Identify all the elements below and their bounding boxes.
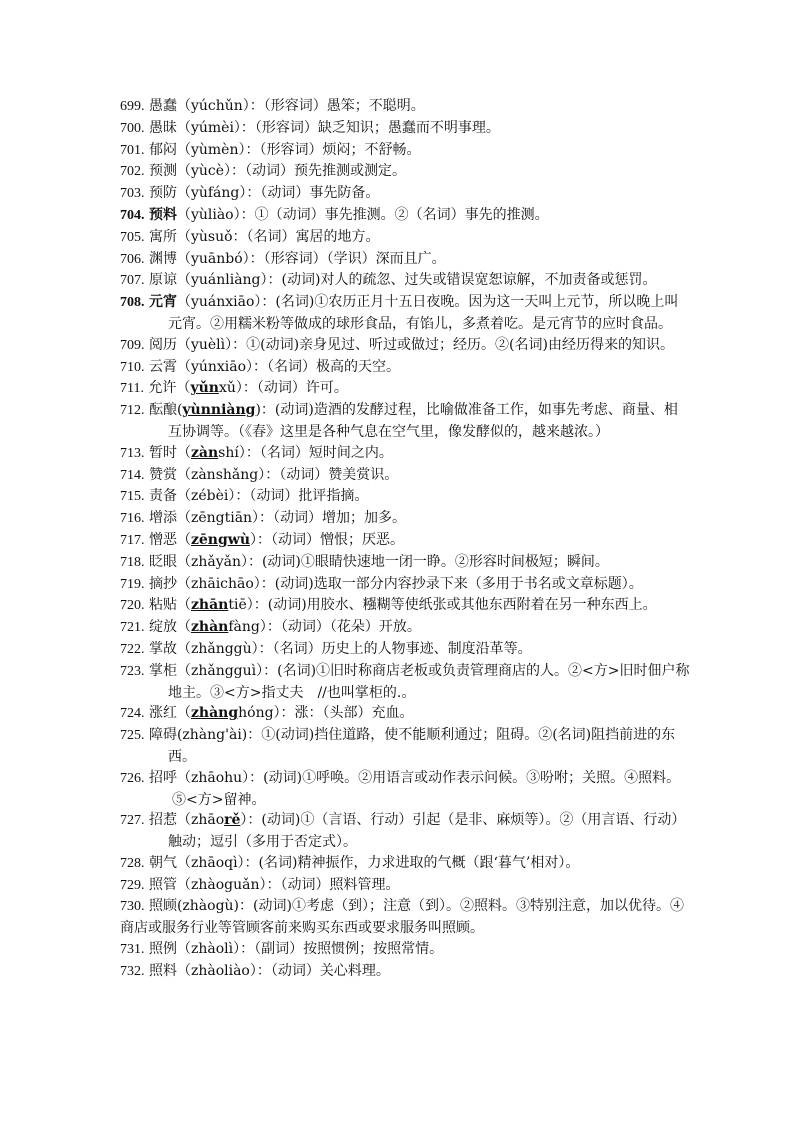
entry-text-rest: ǔn）：（形容词）愚笨；不聪明。 [224, 98, 425, 114]
entry-text: 郁闷（yùmèn）：（形容词）烦闷；不舒畅。 [148, 141, 421, 158]
entry-724 [120, 703, 690, 725]
entry-number: 721. [120, 620, 145, 636]
entry-723 [120, 661, 690, 704]
entry-emphasis: yǔn [190, 380, 219, 397]
entry-number: 729. [120, 877, 145, 893]
entry-text: 粘贴（ [148, 597, 191, 614]
entry-711 [120, 378, 690, 400]
entry-729 [120, 875, 690, 897]
entry-715 [120, 486, 690, 508]
entry-text: 障碍(zhàng'ài)：①(动词)挡住道路，使不能顺利通过；阻碍。②(名词)阻挡前进的东西。 [148, 727, 676, 765]
entry-701 [120, 140, 690, 162]
entry-number: 732. [120, 963, 145, 979]
entry-text-rest: fàng）：（动词）（花朵）开放。 [228, 619, 421, 636]
entry-emphasis: zēngwù [190, 531, 251, 548]
entry-text: 招惹（zhāo [148, 812, 225, 829]
entry-730 [120, 896, 690, 939]
entry-text: 愚昧（yúmèi）：（形容词）缺乏知识；愚蠢而不明事理。 [148, 119, 500, 136]
entry-717 [120, 530, 690, 552]
entry-number: 725. [120, 728, 145, 744]
entry-text: 酝酿( [148, 402, 183, 419]
entry-text-rest: tiē）：(动词)用胶水、糨糊等使纸张或其他东西附着在另一种东西上。 [228, 597, 657, 614]
entry-number: 703. [120, 186, 145, 202]
entry-716 [120, 508, 690, 530]
entry-text-rest: hóng）：涨：（头部）充血。 [238, 705, 414, 722]
entry-708 [120, 292, 690, 335]
entry-number: 719. [120, 576, 145, 592]
entry-text: 照例（zhàolì）：（副词）按照惯例；按照常情。 [148, 941, 444, 958]
entry-number: 701. [120, 142, 145, 158]
vocabulary-list [120, 96, 690, 983]
entry-text: 允许（ [148, 380, 191, 397]
entry-706 [120, 249, 690, 271]
entry-718 [120, 552, 690, 574]
entry-719 [120, 574, 690, 596]
entry-number: 722. [120, 641, 145, 657]
entry-726-continued [120, 790, 690, 811]
entry-text-rest: shí）：（名词）短时间之内。 [218, 444, 393, 461]
entry-emphasis: zhàng [190, 705, 239, 722]
entry-emphasis: zhān [190, 597, 229, 614]
entry-text: 寓所（yùsuǒ：（名词）寓居的地方。 [148, 228, 380, 245]
entry-number: 704. [120, 207, 145, 223]
entry-number: 715. [120, 489, 145, 505]
entry-text: 照料（zhàoliào）：（动词）关心料理。 [148, 962, 390, 979]
entry-709 [120, 335, 690, 357]
entry-number: 707. [120, 273, 145, 289]
entry-707 [120, 270, 690, 292]
entry-number: 720. [120, 598, 145, 614]
entry-713 [120, 443, 690, 465]
entry-text: 渊博（yuānbó）：（形容词）（学识）深而且广。 [148, 250, 446, 267]
entry-number: 724. [120, 706, 145, 722]
entry-text: 原谅（yuánliàng）：(动词)对人的疏忽、过失或错误宽恕谅解，不加责备或惩罚。 [148, 272, 657, 289]
entry-text: 招呼（zhāohu）：(动词)①呼唤。②用语言或动作表示问候。③吩咐；关照。④照料。 [148, 769, 681, 786]
entry-726 [120, 768, 690, 790]
entry-722 [120, 639, 690, 661]
entry-714 [120, 465, 690, 487]
entry-number: 705. [120, 229, 145, 245]
entry-number: 709. [120, 337, 145, 353]
entry-word: 元宵 [148, 294, 177, 311]
entry-number: 714. [120, 467, 145, 483]
entry-emphasis: zàn [190, 444, 219, 461]
entry-emphasis: zhàn [190, 619, 229, 636]
entry-700 [120, 118, 690, 140]
entry-text: 绽放（ [148, 619, 191, 636]
entry-text: 预防（yùfáng）：（动词）事先防备。 [148, 185, 380, 202]
entry-text: 照顾(zhàogù)：(动词)①考虑（到）；注意（到）。②照料。③特别注意，加以优待。④商店或服务行业等管顾客前来购买东西或要求服务叫照顾。 [120, 898, 684, 937]
entry-text: 掌故（zhǎnggù）：（名词）历史上的人物事迹、制度沿革等。 [148, 640, 532, 657]
entry-number: 702. [120, 164, 145, 180]
entry-702 [120, 161, 690, 183]
entry-text: 暂时（ [148, 444, 191, 461]
entry-text: 增添（zēngtiān）：（动词）增加；加多。 [148, 510, 407, 527]
entry-text-rest: )：(动词)造酒的发酵过程，比喻做准备工作，如事先考虑、商量、相互协调等。（《春》这里是各种气息在空气里，像发酵似的，越来越浓。） [168, 402, 678, 440]
entry-number: 728. [120, 855, 145, 871]
entry-text: （yùliào）：①（动词）事先推测。②（名词）事先的推测。 [176, 206, 549, 223]
entry-text-rest: ）：（动词）憎恨；厌恶。 [250, 531, 405, 548]
entry-emphasis: yùnniàng [182, 402, 256, 419]
entry-number: 723. [120, 663, 145, 679]
entry-text: （yuánxiāo）：(名词)①农历正月十五日夜晚。因为这一天叫上元节，所以晚上叫元宵。②用糯米粉等做成的球形食品，有馅儿，多煮着吃。是元宵节的应时食品。 [168, 294, 679, 332]
entry-text: 涨红（ [148, 705, 191, 722]
entry-number: 712. [120, 403, 145, 419]
entry-number: 699. [120, 99, 145, 114]
entry-text: 摘抄（zhāichāo）：(动词)选取一部分内容抄录下来（多用于书名或文章标题）。 [148, 575, 643, 592]
entry-text: 眨眼（zhǎyǎn）：(动词)①眼睛快速地一闭一睁。②形容时间极短；瞬间。 [148, 553, 609, 570]
entry-number: 713. [120, 445, 145, 461]
entry-number: 710. [120, 359, 145, 375]
entry-699 [120, 96, 690, 118]
entry-number: 730. [120, 899, 145, 915]
entry-emphasis: rě [224, 812, 241, 829]
entry-text-extra: ⑤<方>留神。 [172, 791, 266, 808]
entry-word: 预料 [148, 206, 177, 223]
entry-text: 阅历（yuèlì）：①(动词)亲身见过、听过或做过；经历。②(名词)由经历得来的知识。 [148, 336, 674, 353]
entry-text: 照管（zhàoguǎn）：（动词）照料管理。 [148, 876, 400, 893]
entry-number: 726. [120, 770, 145, 786]
entry-number: 700. [120, 120, 145, 136]
entry-text-rest: xǔ）：（动词）许可。 [218, 380, 348, 397]
entry-725 [120, 725, 690, 768]
entry-703 [120, 183, 690, 205]
entry-720 [120, 595, 690, 617]
entry-text: 朝气（zhāoqì）：(名词)精神振作，力求进取的气概（跟‘暮气’相对）。 [148, 854, 580, 871]
entry-number: 706. [120, 251, 145, 267]
entry-text: 赞赏（zànshǎng）：（动词）赞美赏识。 [148, 466, 399, 483]
entry-number: 718. [120, 554, 145, 570]
entry-text: 憎恶（ [148, 531, 191, 548]
entry-text: 责备（zébèi）：（动词）批评指摘。 [148, 488, 369, 505]
entry-728 [120, 853, 690, 875]
entry-number: 708. [120, 295, 145, 311]
entry-number: 716. [120, 511, 145, 527]
entry-704 [120, 205, 690, 227]
entry-text-rest: ）：(动词)①（言语、行动）引起（是非、麻烦等）。②（用言语、行动）触动；逗引（多用于否定式）。 [168, 812, 686, 851]
entry-number: 731. [120, 942, 145, 958]
entry-text: 预测（yùcè）：（动词）预先推测或测定。 [148, 163, 407, 180]
entry-731 [120, 939, 690, 961]
entry-number: 727. [120, 813, 145, 829]
entry-721 [120, 617, 690, 639]
entry-732 [120, 961, 690, 983]
entry-text: 掌柜（zhǎngguì）：(名词)①旧时称商店老板或负责管理商店的人。②<方>旧时佃户称地主。③<方>指丈夫 //也叫掌柜的.。 [148, 662, 690, 701]
entry-712 [120, 400, 690, 443]
entry-text: 云霄（yúnxiāo）：（名词）极高的天空。 [148, 358, 401, 375]
entry-text: 愚蠢（yúch [148, 98, 225, 114]
entry-727 [120, 810, 690, 853]
entry-number: 711. [120, 381, 144, 397]
entry-710 [120, 357, 690, 379]
entry-number: 717. [120, 532, 145, 548]
entry-705 [120, 227, 690, 249]
